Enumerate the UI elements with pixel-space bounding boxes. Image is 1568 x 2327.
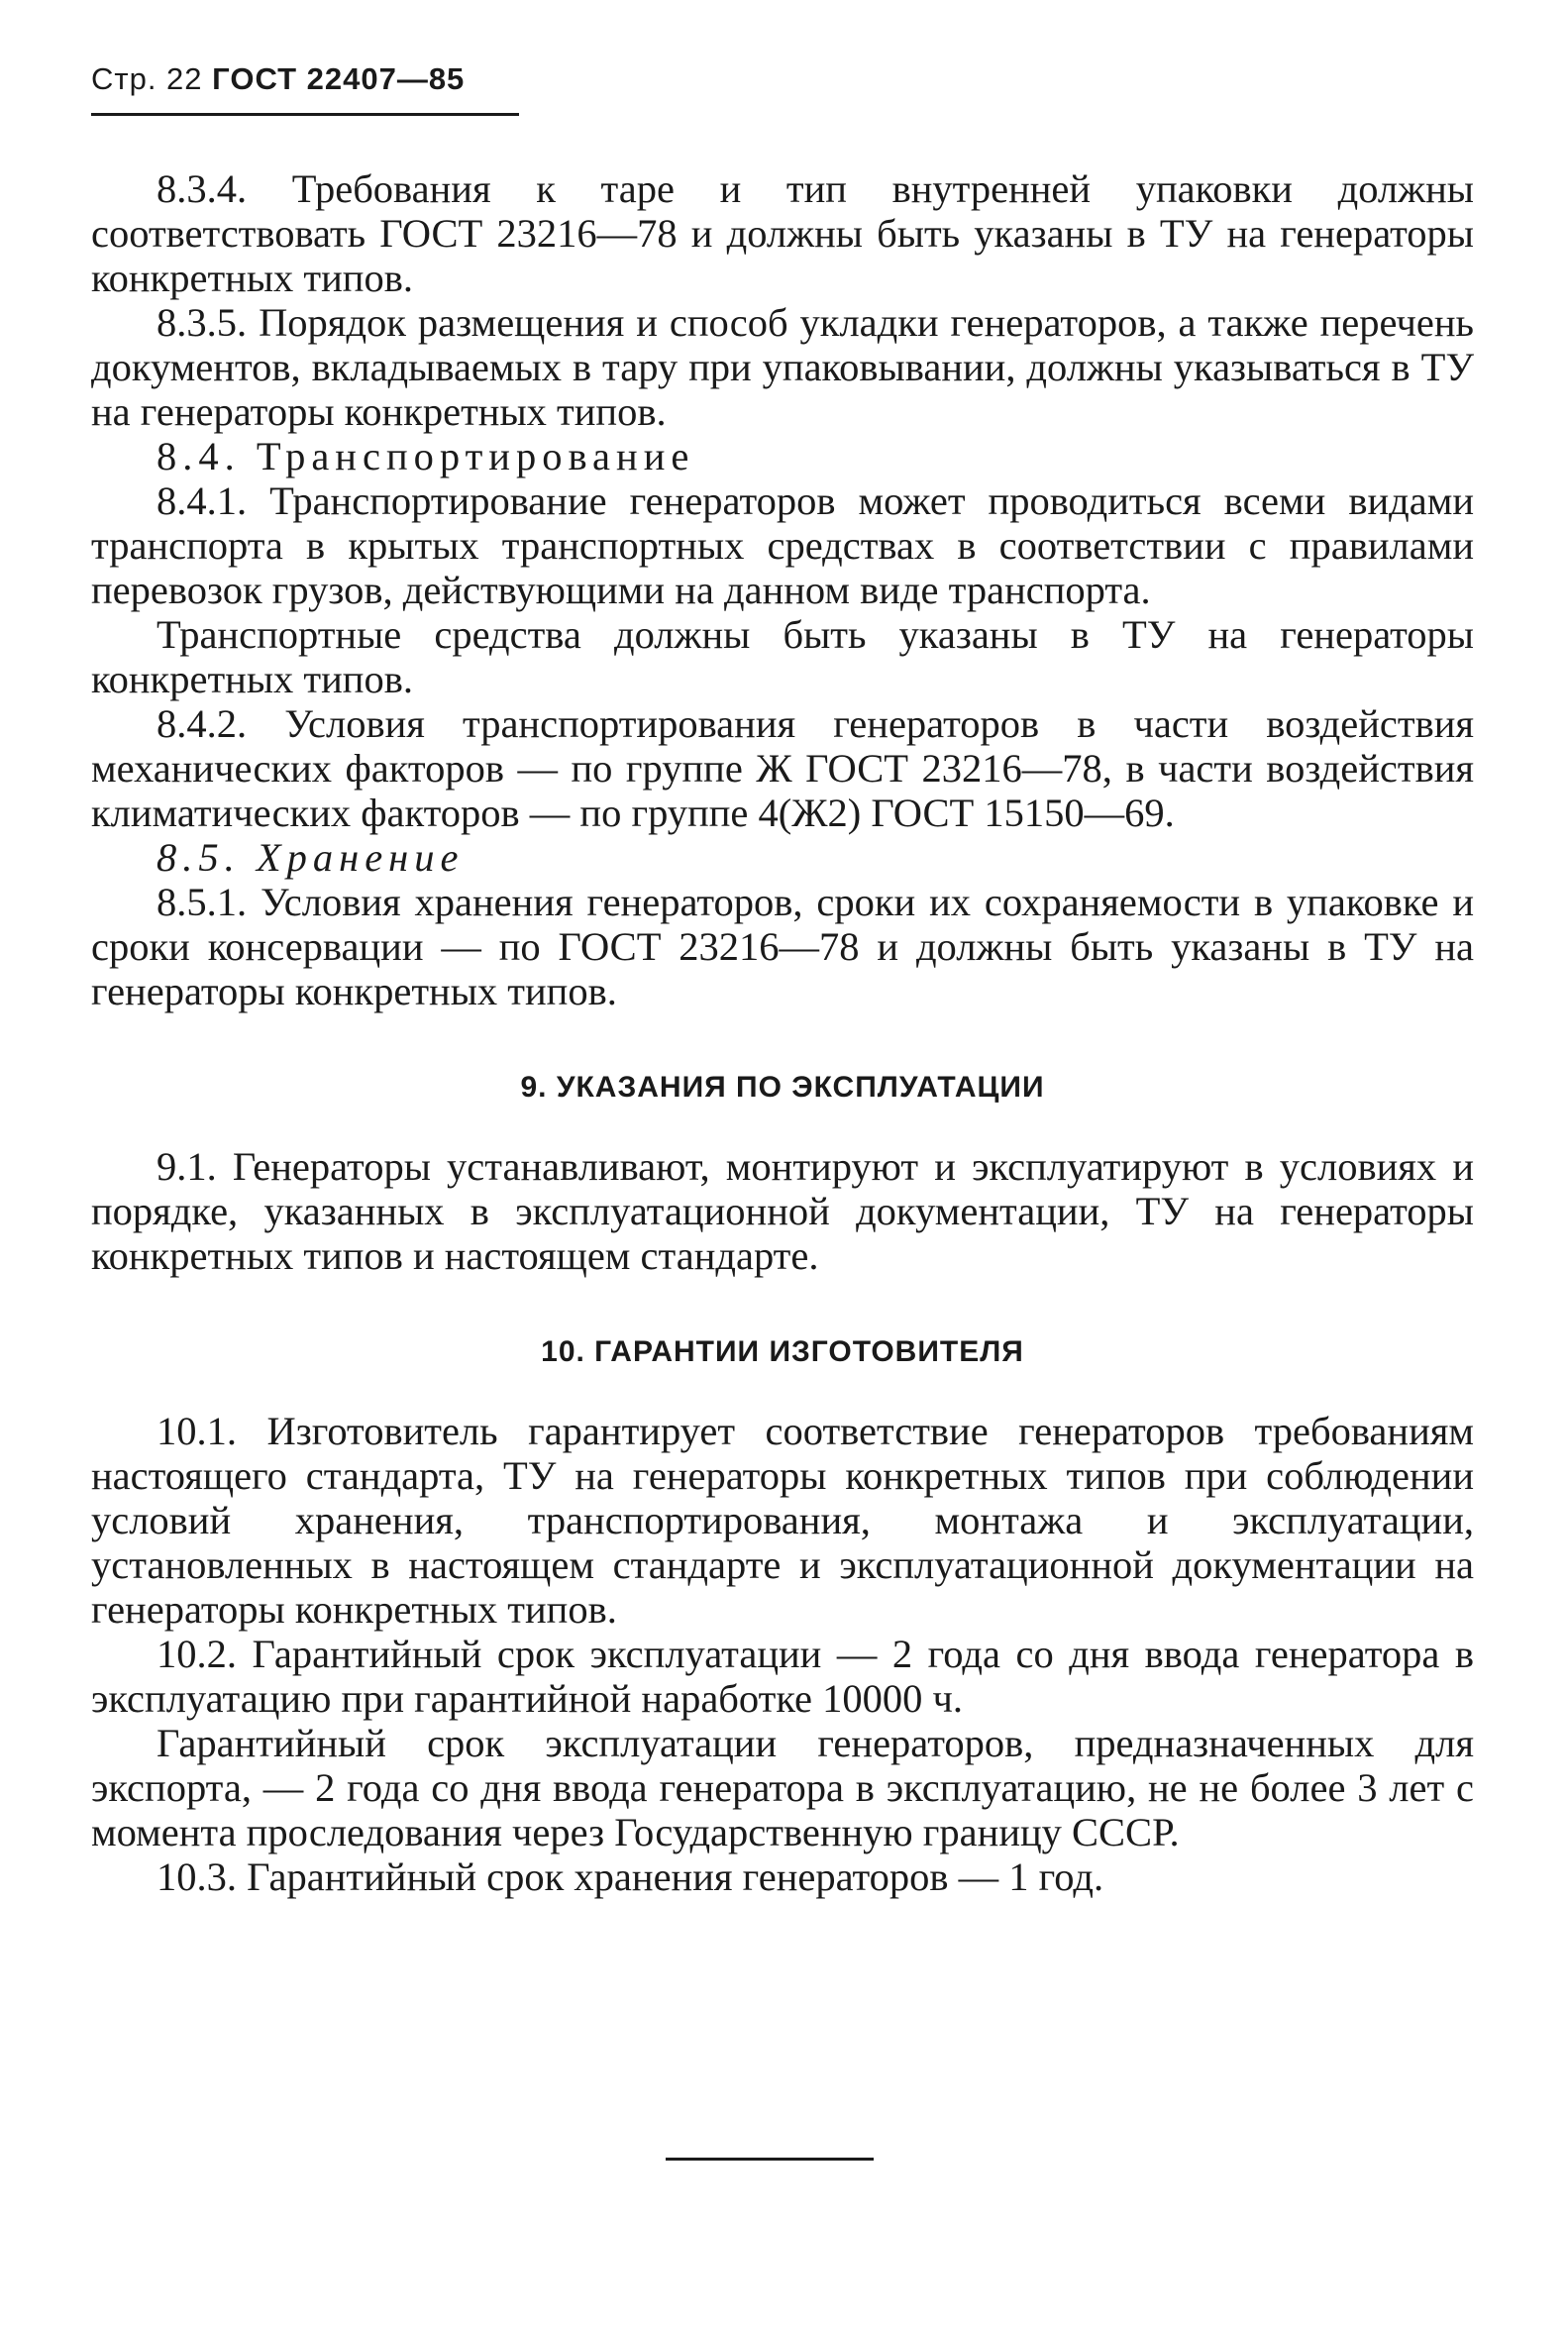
standard-number: ГОСТ 22407—85 [212,61,466,96]
paragraph-8-4-2: 8.4.2. Условия транспортирования генераторов в части воздействия механических факторов — по группе Ж ГОСТ 23216—78, в части воздействия климатических факторов — по группе 4(Ж2) ГОСТ 15150—69. [91,701,1474,835]
paragraph-8-5-1: 8.5.1. Условия хранения генераторов, сроки их сохраняемости в упаковке и сроки консервации — по ГОСТ 23216—78 и должны быть указаны в ТУ на генераторы конкретных типов. [91,880,1474,1013]
page-header [91,61,465,97]
paragraph-8-3-4: 8.3.4. Требования к таре и тип внутренней упаковки должны соответствовать ГОСТ 23216—78 и должны быть указаны в ТУ на генераторы конкретных типов. [91,166,1474,300]
end-divider [666,2158,874,2161]
paragraph-8-4-1-continued: Транспортные средства должны быть указаны в ТУ на генераторы конкретных типов. [91,612,1474,701]
subsection-title-8-4: 8.4. Транспортирование [157,434,695,478]
page-number: Стр. 22 [91,61,203,96]
section-title-10: 10. ГАРАНТИИ ИЗГОТОВИТЕЛЯ [541,1335,1024,1368]
paragraph-10-1: 10.1. Изготовитель гарантирует соответствие генераторов требованиям настоящего стандарта, ТУ на генераторы конкретных типов при соблюдении условий хранения, транспортирования, монтажа и эксплуатации, установленных в настоящем стандарте и эксплуатационной документации на генераторы конкретных типов. [91,1409,1474,1632]
paragraph-8-3-5: 8.3.5. Порядок размещения и способ укладки генераторов, а также перечень документов, вкладываемых в тару при упаковывании, должны указываться в ТУ на генераторы конкретных типов. [91,300,1474,434]
paragraph-8-4-1: 8.4.1. Транспортирование генераторов может проводиться всеми видами транспорта в крытых транспортных средствах в соответствии с правилами перевозок грузов, действующими на данном виде транспорта. [91,478,1474,612]
paragraph-10-3: 10.3. Гарантийный срок хранения генераторов — 1 год. [157,1854,1104,1899]
paragraph-10-2: 10.2. Гарантийный срок эксплуатации — 2 года со дня ввода генератора в эксплуатацию при гарантийной наработке 10000 ч. [91,1632,1474,1721]
paragraph-9-1: 9.1. Генераторы устанавливают, монтируют и эксплуатируют в условиях и порядке, указанных в эксплуатационной документации, ТУ на генераторы конкретных типов и настоящем стандарте. [91,1144,1474,1278]
paragraph-10-2-continued: Гарантийный срок эксплуатации генераторов, предназначенных для экспорта, — 2 года со дня ввода генератора в эксплуатацию, не не более 3 лет с момента проследования через Государственную границу СССР. [91,1721,1474,1854]
document-body [91,166,1474,1899]
header-divider [91,113,519,116]
subsection-title-8-5: 8.5. Хранение [157,835,465,880]
section-title-9: 9. УКАЗАНИЯ ПО ЭКСПЛУАТАЦИИ [520,1071,1045,1104]
